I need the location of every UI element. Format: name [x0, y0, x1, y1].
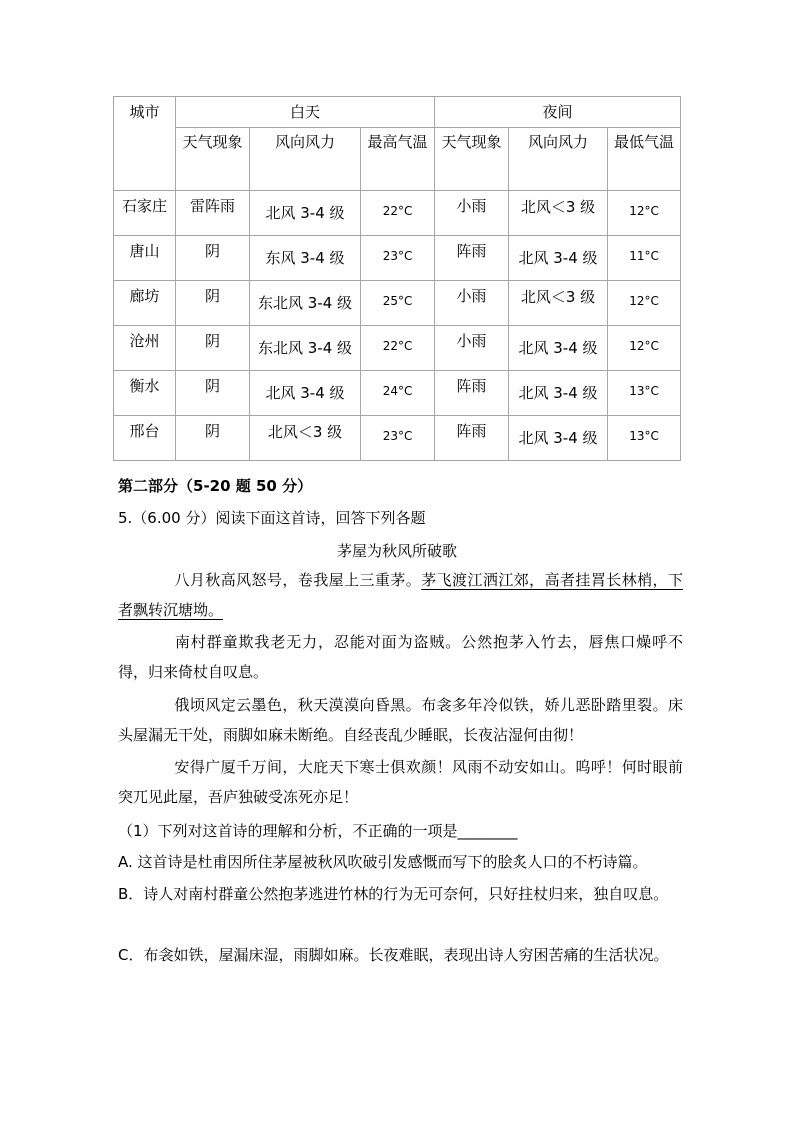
header-night: 夜间 [435, 97, 681, 128]
city-cell: 邢台 [114, 416, 176, 461]
night-wind-cell: 北风 3-4 级 [509, 371, 608, 416]
high-temp-cell: 23°C [361, 416, 435, 461]
stanza-1-underlined: 茅飞渡江洒江郊，高者挂罥长林梢，下者飘转沉塘坳。 [118, 571, 683, 619]
high-temp-cell: 24°C [361, 371, 435, 416]
table-row [114, 371, 681, 416]
night-wind-cell: 北风＜3 级 [509, 281, 608, 326]
city-cell: 沧州 [114, 326, 176, 371]
high-temp-cell: 23°C [361, 236, 435, 281]
stanza-4-text: 安得广厦千万间，大庇天下寒士俱欢颜！风雨不动安如山。呜呼！何时眼前突兀见此屋，吾庐独破受冻死亦足！ [118, 758, 683, 806]
night-wind-cell: 北风 3-4 级 [509, 236, 608, 281]
night-weather-cell: 小雨 [435, 281, 509, 326]
city-cell: 唐山 [114, 236, 176, 281]
poem-stanza-2 [118, 628, 683, 687]
night-weather-cell: 阵雨 [435, 371, 509, 416]
header-day-wind: 风向风力 [250, 128, 361, 191]
table-row [114, 191, 681, 236]
day-wind-cell: 北风 3-4 级 [250, 191, 361, 236]
table-row [114, 281, 681, 326]
day-weather-cell: 雷阵雨 [176, 191, 250, 236]
sub-question: （1）下列对这首诗的理解和分析，不正确的一项是________ [118, 822, 518, 840]
low-temp-cell: 12°C [608, 326, 681, 371]
night-weather-cell: 阵雨 [435, 236, 509, 281]
table-row [114, 326, 681, 371]
low-temp-cell: 12°C [608, 281, 681, 326]
high-temp-cell: 22°C [361, 326, 435, 371]
day-wind-cell: 东北风 3-4 级 [250, 326, 361, 371]
header-low-temp: 最低气温 [608, 128, 681, 191]
high-temp-cell: 22°C [361, 191, 435, 236]
day-weather-cell: 阴 [176, 326, 250, 371]
poem-stanza-3 [118, 691, 683, 750]
day-weather-cell: 阴 [176, 371, 250, 416]
day-wind-cell: 北风＜3 级 [250, 416, 361, 461]
section-title: 第二部分（5-20 题 50 分） [118, 477, 313, 495]
night-weather-cell: 小雨 [435, 326, 509, 371]
low-temp-cell: 13°C [608, 416, 681, 461]
header-city: 城市 [114, 97, 176, 191]
header-night-wind: 风向风力 [509, 128, 608, 191]
header-high-temp: 最高气温 [361, 128, 435, 191]
day-weather-cell: 阴 [176, 281, 250, 326]
option-c: C．布衾如铁，屋漏床湿，雨脚如麻。长夜难眠，表现出诗人穷困苦痛的生活状况。 [118, 946, 669, 964]
weather-table [113, 96, 681, 461]
option-a: A. 这首诗是杜甫因所住茅屋被秋风吹破引发感慨而写下的脍炙人口的不朽诗篇。 [118, 853, 648, 871]
stanza-1-text: 八月秋高风怒号，卷我屋上三重茅。 [174, 571, 422, 589]
header-day-weather: 天气现象 [176, 128, 250, 191]
high-temp-cell: 25°C [361, 281, 435, 326]
night-wind-cell: 北风 3-4 级 [509, 416, 608, 461]
low-temp-cell: 12°C [608, 191, 681, 236]
table-row [114, 236, 681, 281]
night-wind-cell: 北风 3-4 级 [509, 326, 608, 371]
day-weather-cell: 阴 [176, 416, 250, 461]
day-wind-cell: 东风 3-4 级 [250, 236, 361, 281]
day-weather-cell: 阴 [176, 236, 250, 281]
night-weather-cell: 小雨 [435, 191, 509, 236]
day-wind-cell: 东北风 3-4 级 [250, 281, 361, 326]
city-cell: 廊坊 [114, 281, 176, 326]
night-wind-cell: 北风＜3 级 [509, 191, 608, 236]
question-heading: 5.（6.00 分）阅读下面这首诗，回答下列各题 [118, 509, 426, 527]
stanza-2-text: 南村群童欺我老无力，忍能对面为盗贼。公然抱茅入竹去，唇焦口燥呼不得，归来倚杖自叹息。 [118, 633, 683, 681]
low-temp-cell: 13°C [608, 371, 681, 416]
low-temp-cell: 11°C [608, 236, 681, 281]
stanza-3-text: 俄顷风定云墨色，秋天漠漠向昏黑。布衾多年冷似铁，娇儿恶卧踏里裂。床头屋漏无干处，雨脚如麻未断绝。自经丧乱少睡眠，长夜沾湿何由彻！ [118, 696, 683, 744]
day-wind-cell: 北风 3-4 级 [250, 371, 361, 416]
poem-title: 茅屋为秋风所破歌 [336, 542, 457, 560]
table-row [114, 416, 681, 461]
header-day: 白天 [176, 97, 435, 128]
city-cell: 衡水 [114, 371, 176, 416]
night-weather-cell: 阵雨 [435, 416, 509, 461]
poem-stanza-1 [118, 566, 683, 625]
option-b: B．诗人对南村群童公然抱茅逃进竹林的行为无可奈何，只好拄杖归来，独自叹息。 [118, 885, 669, 903]
poem-stanza-4 [118, 753, 683, 812]
header-night-weather: 天气现象 [435, 128, 509, 191]
city-cell: 石家庄 [114, 191, 176, 236]
